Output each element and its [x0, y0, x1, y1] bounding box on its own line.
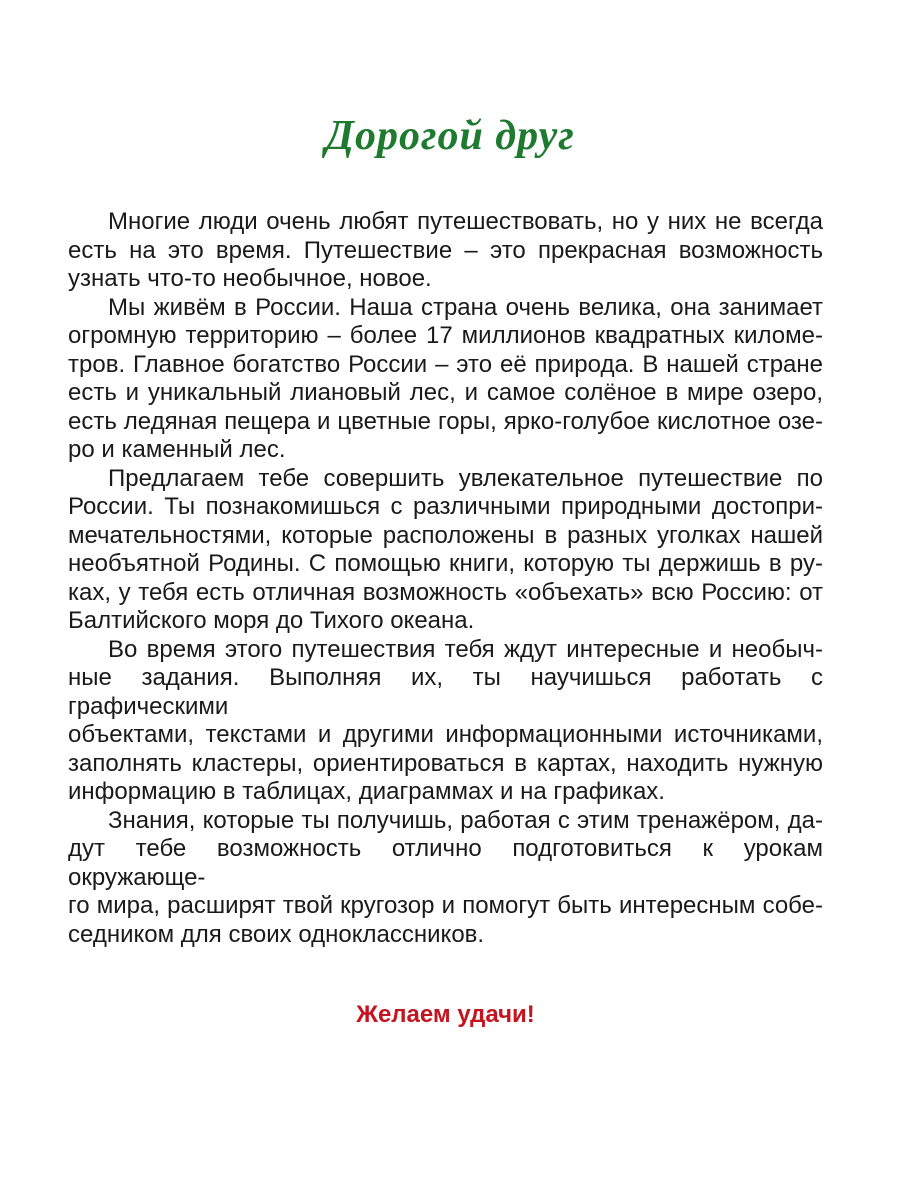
text-line: узнать что-то необычное, новое.: [68, 265, 432, 292]
text-line: Знания, которые ты получишь, работая с этим тренажёром, да-: [108, 806, 823, 834]
text-line: России. Ты познакомишься с различными природными достопри-: [68, 493, 823, 520]
text-line: огромную территорию – более 17 миллионов квадратных киломе-: [68, 322, 823, 349]
text-line: тров. Главное богатство России – это её природа. В нашей стране: [68, 350, 823, 378]
paragraph: [68, 208, 823, 294]
text-line: мечательностями, которые расположены в разных уголках нашей: [68, 521, 823, 549]
text-line: Мы живём в России. Наша страна очень велика, она занимает: [108, 293, 823, 321]
paragraph: [68, 294, 823, 465]
paragraph: [68, 636, 823, 807]
text-line: Многие люди очень любят путешествовать, но у них не всегда: [108, 208, 823, 235]
text-line: заполнять кластеры, ориентироваться в картах, находить нужную: [68, 749, 823, 777]
text-line: ро и каменный лес.: [68, 436, 286, 463]
text-line: Балтийского моря до Тихого океана.: [68, 607, 475, 634]
page-title: Дорогой друг: [325, 113, 575, 159]
text-line: Во время этого путешествия тебя ждут интересные и необыч-: [108, 635, 823, 663]
text-line: объектами, текстами и другими информационными источниками,: [68, 721, 823, 748]
text-line: го мира, расширят твой кругозор и помогут быть интересным собе-: [68, 892, 823, 919]
body-text: [68, 208, 823, 949]
text-line: есть ледяная пещера и цветные горы, ярко-голубое кислотное озе-: [68, 407, 823, 435]
text-line: информацию в таблицах, диаграммах и на графиках.: [68, 778, 665, 805]
text-line: Предлагаем тебе совершить увлекательное путешествие по: [108, 464, 823, 492]
text-line: есть на это время. Путешествие – это прекрасная возможность: [68, 236, 823, 264]
text-line: ках, у тебя есть отличная возможность «объехать» всю Россию: от: [68, 578, 823, 606]
text-line: седником для своих одноклассников.: [68, 920, 485, 948]
text-line: необъятной Родины. С помощью книги, которую ты держишь в ру-: [68, 550, 823, 577]
text-line: ные задания. Выполняя их, ты научишься работать с графическими: [68, 664, 823, 720]
paragraph: [68, 807, 823, 950]
paragraph: [68, 465, 823, 636]
wish-text: Желаем удачи!: [356, 1001, 535, 1028]
text-line: дут тебе возможность отлично подготовиться к урокам окружающе-: [68, 835, 823, 891]
text-line: есть и уникальный лиановый лес, и самое солёное в мире озеро,: [68, 379, 823, 406]
